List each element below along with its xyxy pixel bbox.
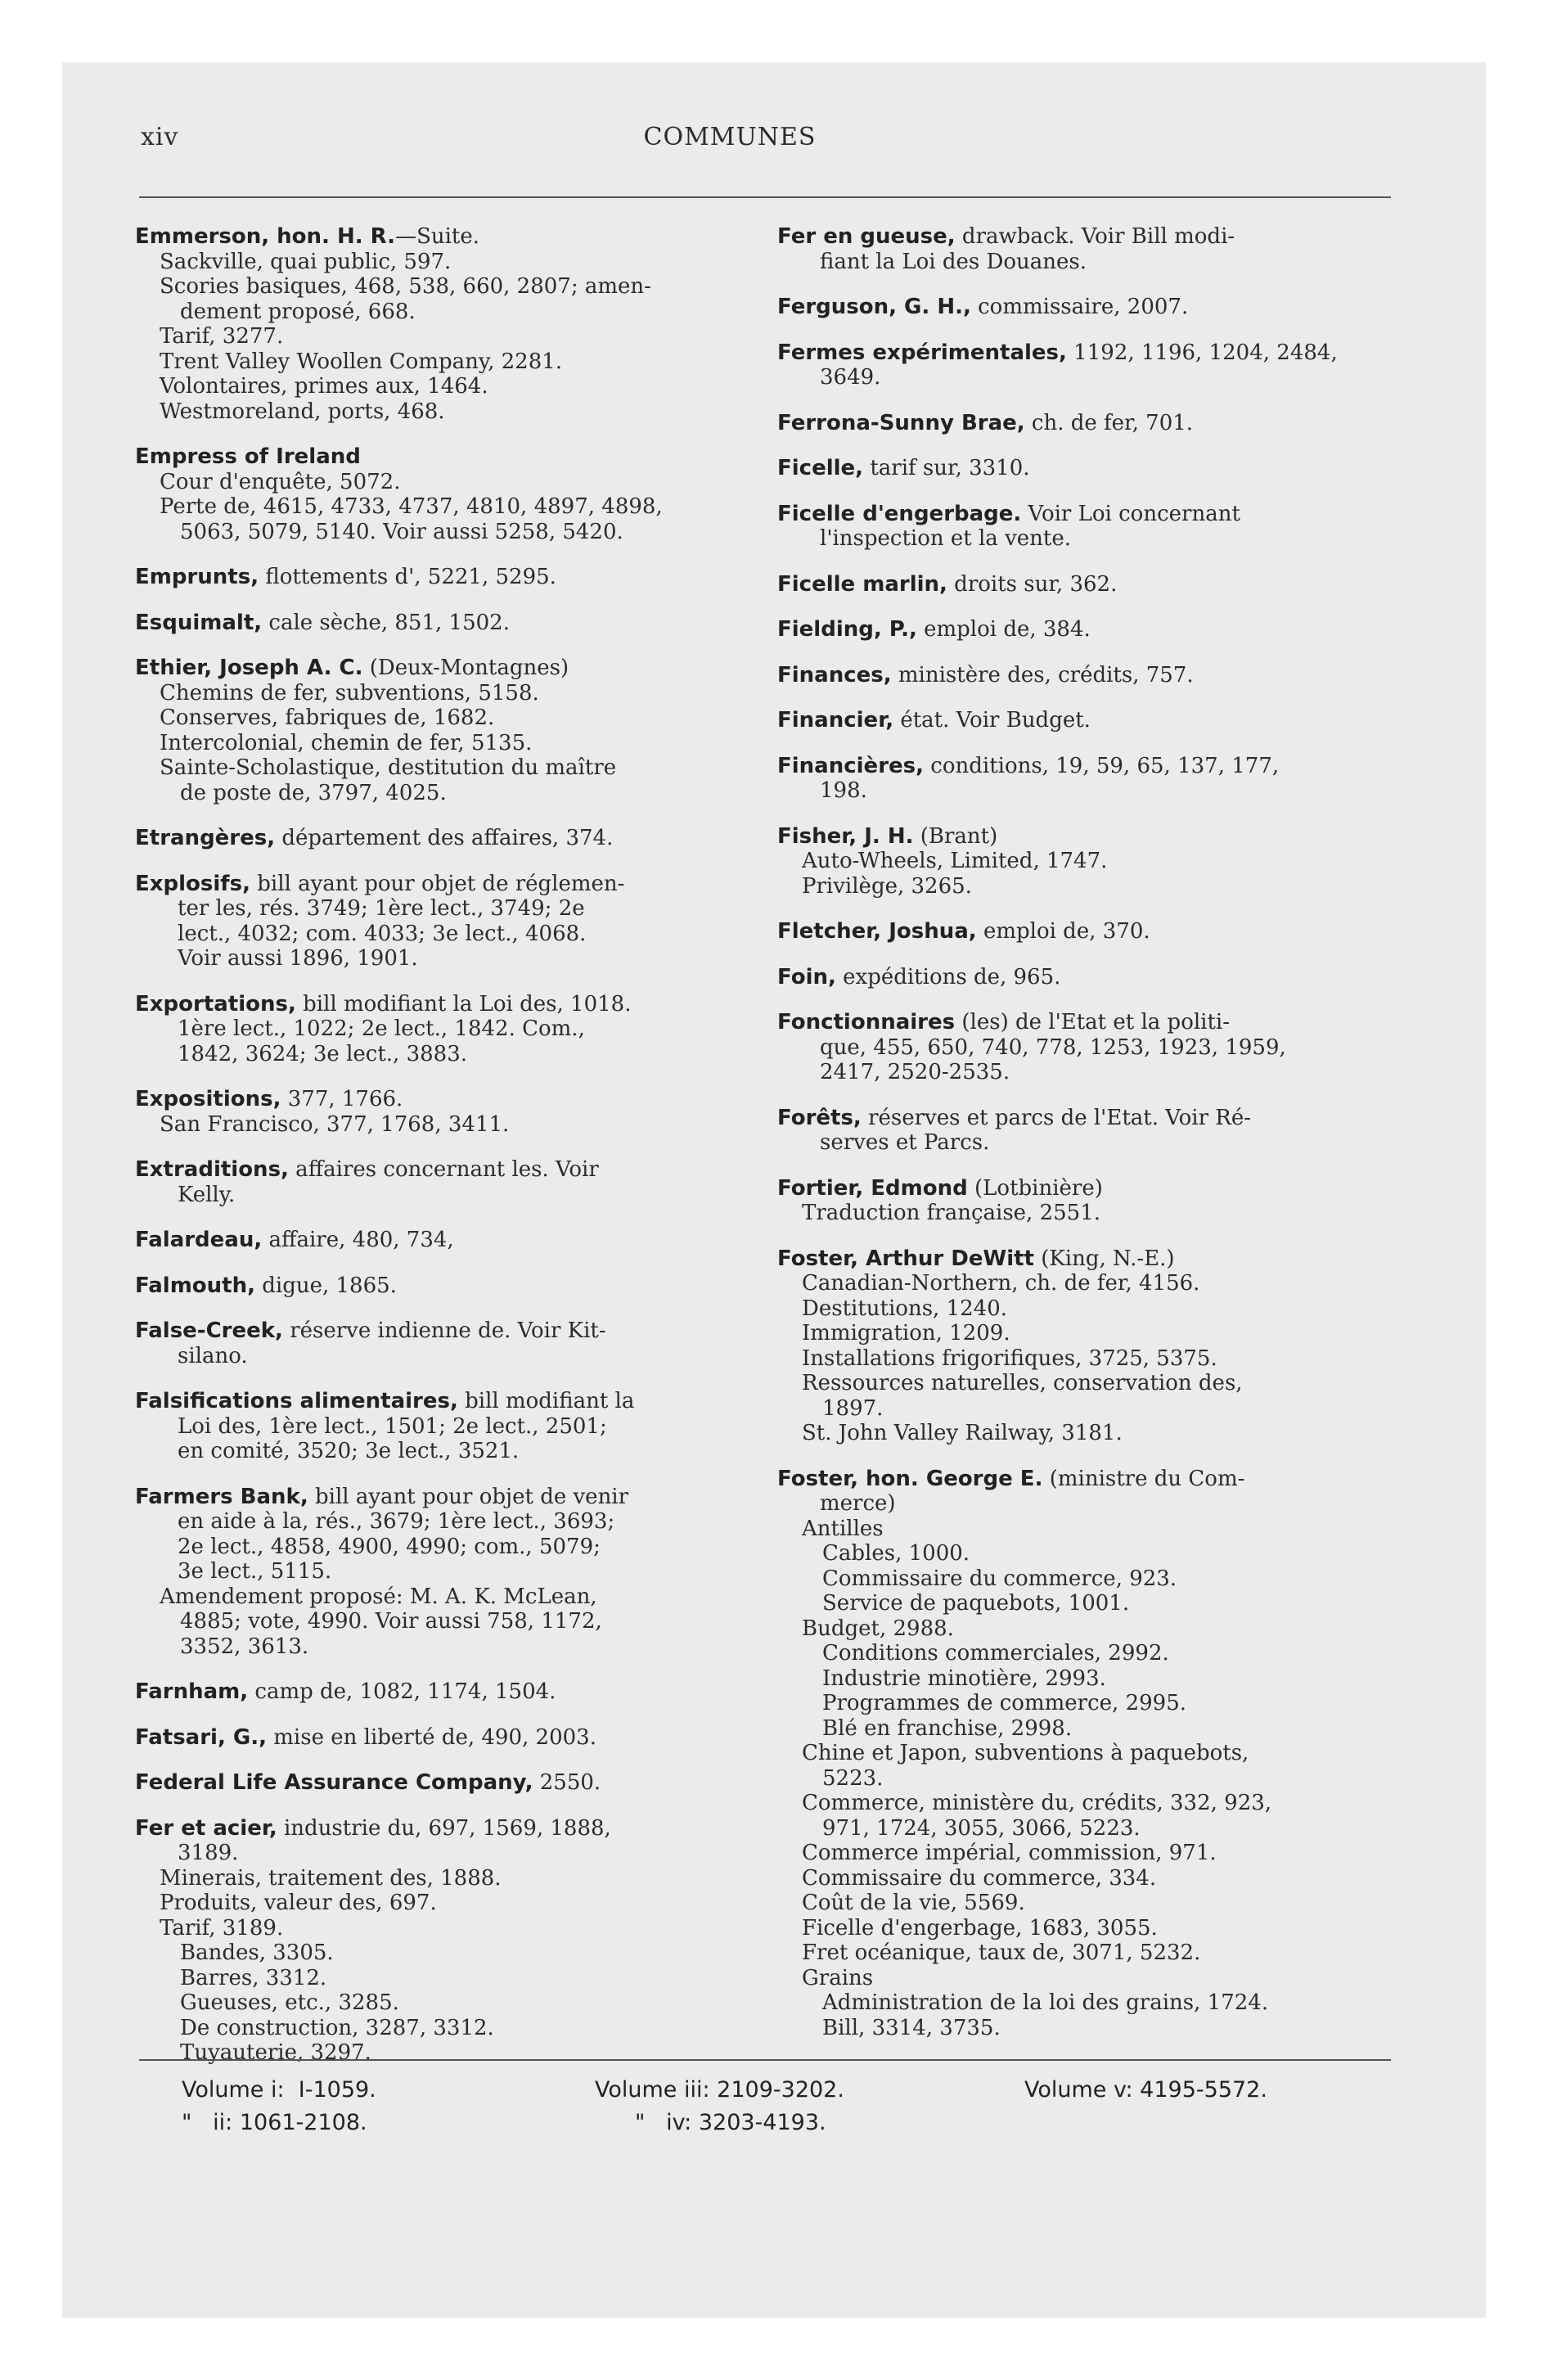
index-entry (777, 754, 1399, 804)
entry-keyword: Financier, (777, 708, 894, 732)
entry-text: flottements d', 5221, 5295. (259, 565, 556, 589)
index-entry (777, 502, 1399, 552)
entry-heading-line (135, 1157, 740, 1183)
entry-keyword: False-Creek, (135, 1318, 283, 1343)
entry-sub-line: Commerce impérial, commission, 971. (802, 1841, 1217, 1865)
entry-text: Voir Loi concernant (1021, 501, 1240, 526)
entry-sub-line: Bill, 3314, 3735. (822, 2015, 1001, 2040)
entry-keyword: Emmerson, hon. H. R. (135, 224, 396, 249)
index-entry (135, 1157, 740, 1207)
entry-keyword: Falmouth, (135, 1273, 255, 1298)
entry-heading-line (777, 224, 1399, 250)
index-entry (777, 1246, 1399, 1446)
entry-text: (ministre du Com- (1042, 1466, 1245, 1491)
entry-heading-line (135, 444, 740, 470)
entry-continuation-line: 2e lect., 4858, 4900, 4990; com., 5079; (178, 1534, 601, 1559)
entry-sub-line: Canadian-Northern, ch. de fer, 4156. (802, 1271, 1200, 1296)
entry-keyword: Fielding, P., (777, 617, 917, 642)
index-entry (135, 1273, 740, 1299)
entry-keyword: Falardeau, (135, 1228, 263, 1252)
entry-heading-line (135, 872, 740, 897)
entry-continuation-line: l'inspection et la vente. (820, 526, 1071, 551)
entry-heading-line (777, 1176, 1399, 1201)
entry-heading-line (135, 1273, 740, 1299)
entry-text: bill modifiant la Loi des, 1018. (295, 991, 632, 1016)
entry-heading-line (777, 617, 1399, 642)
entry-continuation-line: 3649. (820, 365, 881, 390)
entry-heading-line (777, 340, 1399, 366)
index-entry (777, 824, 1399, 899)
entry-continuation-line: en aide à la, rés., 3679; 1ère lect., 3693; (178, 1509, 615, 1534)
footer-volume-2: " ii: 1061-2108. (182, 2110, 367, 2135)
entry-continuation-line: 4885; vote, 4990. Voir aussi 758, 1172, (180, 1609, 602, 1634)
entry-sub-line: Service de paquebots, 1001. (822, 1591, 1130, 1616)
page-title: COMMUNES (643, 123, 817, 151)
entry-heading-line (135, 826, 740, 851)
entry-text: commissaire, 2007. (970, 295, 1189, 319)
entry-keyword: Financières, (777, 753, 925, 778)
entry-heading-line (135, 1816, 740, 1841)
entry-heading-line (135, 1318, 740, 1344)
entry-keyword: Fer et acier, (135, 1815, 277, 1841)
entry-continuation-line: fiant la Loi des Douanes. (820, 249, 1087, 274)
entry-text: affaires concernant les. Voir (288, 1157, 599, 1182)
entry-text: bill ayant pour objet de venir (308, 1484, 629, 1509)
index-entry (135, 611, 740, 636)
entry-heading-line (135, 1228, 740, 1253)
index-column-right (777, 224, 1399, 2061)
entry-keyword: Fermes expérimentales, (777, 340, 1067, 365)
entry-sub-line: Administration de la loi des grains, 1724. (822, 1990, 1269, 2015)
entry-continuation-line: 5223. (822, 1765, 884, 1791)
entry-heading-line (777, 502, 1399, 527)
entry-heading-line (777, 572, 1399, 597)
entry-sub-line: Perte de, 4615, 4733, 4737, 4810, 4897, 4898, (160, 494, 663, 519)
entry-sub-line: Traduction française, 2551. (802, 1201, 1101, 1225)
entry-text: réserves et parcs de l'Etat. Voir Ré- (861, 1105, 1252, 1130)
entry-heading-line (777, 295, 1399, 320)
footer-volume-1: Volume i: I-1059. (182, 2077, 376, 2103)
entry-sub-line: Barres, 3312. (180, 1965, 327, 1990)
entry-sub-line: Volontaires, primes aux, 1464. (160, 374, 488, 399)
index-entry (135, 224, 740, 424)
entry-heading-line (135, 992, 740, 1017)
entry-text: bill modifiant la (457, 1389, 635, 1413)
entry-sub-line: Conserves, fabriques de, 1682. (160, 705, 495, 730)
entry-keyword: Foster, Arthur DeWitt (777, 1246, 1034, 1271)
entry-text: (Deux-Montagnes) (362, 656, 569, 680)
index-entry (777, 1010, 1399, 1085)
index-entry (135, 1485, 740, 1660)
entry-sub-line: Gueuses, etc., 3285. (180, 1990, 399, 2015)
entry-sub-line: Sackville, quai public, 597. (160, 249, 452, 274)
entry-keyword: Finances, (777, 662, 892, 687)
entry-sub-line: Industrie minotière, 2993. (822, 1666, 1106, 1691)
entry-keyword: Falsifications alimentaires, (135, 1389, 458, 1413)
entry-continuation-line: 3e lect., 5115. (178, 1559, 332, 1584)
entry-keyword: Farnham, (135, 1679, 249, 1704)
page-number: xiv (141, 123, 179, 151)
entry-keyword: Expositions, (135, 1087, 281, 1111)
footer-volume-4: " iv: 3203-4193. (635, 2110, 826, 2135)
index-entry (135, 1679, 740, 1705)
entry-heading-line (777, 1010, 1399, 1035)
entry-sub-line: Cour d'enquête, 5072. (160, 469, 401, 494)
index-entry (135, 992, 740, 1067)
index-entry (777, 919, 1399, 944)
entry-text: (Lotbinière) (967, 1175, 1103, 1201)
entry-continuation-line: lect., 4032; com. 4033; 3e lect., 4068. (178, 921, 587, 946)
entry-continuation-line: 198. (820, 778, 867, 803)
entry-continuation-line: en comité, 3520; 3e lect., 3521. (178, 1439, 520, 1463)
entry-continuation-line: 3189. (178, 1841, 239, 1865)
entry-text: conditions, 19, 59, 65, 137, 177, (924, 753, 1280, 778)
entry-sub-line: Programmes de commerce, 2995. (822, 1691, 1186, 1715)
entry-text: ministère des, crédits, 757. (891, 662, 1194, 687)
footer-volume-3: Volume iii: 2109-3202. (595, 2077, 844, 2103)
entry-keyword: Explosifs, (135, 871, 250, 896)
entry-keyword: Ethier, Joseph A. C. (135, 656, 363, 680)
entry-text: drawback. Voir Bill modi- (955, 224, 1235, 249)
entry-continuation-line: Kelly. (178, 1182, 236, 1207)
entry-sub-line: San Francisco, 377, 1768, 3411. (160, 1111, 510, 1137)
entry-text: (King, N.-E.) (1033, 1246, 1175, 1271)
entry-heading-line (777, 456, 1399, 481)
index-entry (777, 456, 1399, 481)
entry-heading-line (135, 1087, 740, 1112)
entry-sub-line: Privilège, 3265. (802, 873, 972, 899)
entry-heading-line (135, 1389, 740, 1414)
index-column-left (135, 224, 740, 2086)
entry-text: bill ayant pour objet de réglemen- (250, 871, 625, 896)
index-entry (777, 340, 1399, 390)
entry-heading-line (135, 656, 740, 681)
footer-volume-5: Volume v: 4195-5572. (1024, 2077, 1267, 2103)
entry-text: affaire, 480, 734, (262, 1228, 454, 1252)
entry-keyword: Farmers Bank, (135, 1484, 308, 1509)
index-entry (777, 1106, 1399, 1156)
entry-sub-line: De construction, 3287, 3312. (180, 2015, 494, 2040)
entry-sub-line: Conditions commerciales, 2992. (822, 1641, 1169, 1666)
entry-continuation-line: de poste de, 3797, 4025. (180, 780, 447, 805)
entry-heading-line (777, 824, 1399, 850)
entry-keyword: Exportations, (135, 991, 296, 1016)
entry-text: emploi de, 384. (916, 617, 1091, 642)
entry-text: (les) de l'Etat et la politi- (955, 1010, 1231, 1034)
entry-text: 1192, 1196, 1204, 2484, (1066, 340, 1338, 365)
entry-heading-line (135, 565, 740, 590)
entry-text: industrie du, 697, 1569, 1888, (277, 1815, 611, 1841)
entry-text: 2550. (533, 1770, 601, 1795)
entry-keyword: Fletcher, Joshua, (777, 919, 977, 944)
entry-sub-line: Chine et Japon, subventions à paquebots, (802, 1741, 1249, 1765)
entry-heading-line (135, 1725, 740, 1751)
entry-keyword: Etrangères, (135, 826, 276, 850)
entry-text: cale sèche, 851, 1502. (262, 610, 510, 635)
entry-continuation-line: 1ère lect., 1022; 2e lect., 1842. Com., (178, 1016, 585, 1041)
entry-sub-line: Tarif, 3189. (160, 1915, 284, 1941)
index-entry (135, 1087, 740, 1137)
footer-rule (139, 2059, 1391, 2061)
entry-keyword: Fortier, Edmond (777, 1175, 968, 1201)
index-entry (135, 1816, 740, 2066)
entry-continuation-line: 3352, 3613. (180, 1634, 309, 1659)
entry-sub-line: Amendement proposé: M. A. K. McLean, (160, 1584, 597, 1609)
entry-text: camp de, 1082, 1174, 1504. (248, 1679, 556, 1704)
index-entry (135, 656, 740, 805)
entry-keyword: Federal Life Assurance Company, (135, 1770, 533, 1795)
index-entry (135, 826, 740, 851)
index-entry (135, 565, 740, 590)
entry-keyword: Fer en gueuse, (777, 224, 956, 249)
entry-heading-line (777, 663, 1399, 688)
entry-sub-line: Scories basiques, 468, 538, 660, 2807; amen- (160, 274, 651, 299)
entry-continuation-line: Loi des, 1ère lect., 1501; 2e lect., 2501; (178, 1413, 607, 1439)
entry-sub-line: Tuyauterie, 3297. (180, 2040, 371, 2065)
entry-heading-line (777, 1106, 1399, 1131)
entry-heading-line (777, 919, 1399, 944)
entry-sub-line: Installations frigorifiques, 3725, 5375. (802, 1346, 1217, 1371)
entry-sub-line: Trent Valley Woollen Company, 2281. (160, 349, 563, 374)
entry-keyword: Forêts, (777, 1105, 862, 1130)
entry-continuation-line: dement proposé, 668. (180, 299, 416, 324)
entry-sub-line: Sainte-Scholastique, destitution du maître (160, 755, 617, 780)
entry-keyword: Ferrona-Sunny Brae, (777, 410, 1025, 435)
index-entry (777, 1467, 1399, 2041)
entry-sub-line: Antilles (802, 1516, 884, 1541)
index-entry (135, 872, 740, 971)
entry-sub-line: Immigration, 1209. (802, 1321, 1010, 1346)
index-entry (777, 1176, 1399, 1226)
entry-keyword: Extraditions, (135, 1157, 289, 1182)
index-entry (135, 1318, 740, 1368)
entry-sub-line: Tarif, 3277. (160, 324, 284, 349)
entry-continuation-line: merce) (820, 1491, 896, 1516)
index-entry (135, 1725, 740, 1751)
entry-heading-line (135, 224, 740, 250)
entry-text: ch. de fer, 701. (1024, 410, 1194, 435)
entry-sub-line: Auto-Wheels, Limited, 1747. (802, 849, 1108, 873)
entry-heading-line (777, 411, 1399, 436)
entry-sub-line: Produits, valeur des, 697. (160, 1891, 437, 1915)
index-entry (777, 224, 1399, 274)
entry-continuation-line: 2417, 2520-2535. (820, 1060, 1010, 1084)
entry-keyword: Ficelle d'engerbage. (777, 501, 1022, 526)
entry-text: digue, 1865. (254, 1273, 397, 1298)
index-entry (135, 444, 740, 544)
index-entry (135, 1228, 740, 1253)
header-rule (139, 196, 1391, 198)
entry-keyword: Empress of Ireland (135, 444, 361, 469)
entry-sub-line: Commissaire du commerce, 334. (802, 1865, 1157, 1891)
index-entry (135, 1770, 740, 1796)
index-entry (777, 965, 1399, 990)
entry-sub-line: Grains (802, 1965, 874, 1990)
entry-text: tarif sur, 3310. (863, 456, 1030, 480)
entry-sub-line: St. John Valley Railway, 3181. (802, 1421, 1123, 1445)
entry-sub-line: Chemins de fer, subventions, 5158. (160, 680, 539, 705)
entry-keyword: Foin, (777, 964, 836, 989)
index-entry (777, 411, 1399, 436)
entry-keyword: Esquimalt, (135, 610, 263, 635)
entry-sub-line: Fret océanique, taux de, 3071, 5232. (802, 1941, 1201, 1965)
entry-sub-line: Bandes, 3305. (180, 1941, 334, 1965)
entry-sub-line: Ressources naturelles, conservation des, (802, 1371, 1243, 1395)
entry-sub-line: Commissaire du commerce, 923. (822, 1566, 1177, 1591)
entry-sub-line: Minerais, traitement des, 1888. (160, 1865, 502, 1891)
entry-sub-line: Ficelle d'engerbage, 1683, 3055. (802, 1915, 1158, 1941)
entry-text: —Suite. (395, 224, 480, 249)
entry-keyword: Fatsari, G., (135, 1724, 267, 1750)
entry-heading-line (777, 1467, 1399, 1492)
entry-text: département des affaires, 374. (275, 826, 614, 850)
page-header (75, 123, 1384, 156)
entry-text: droits sur, 362. (947, 571, 1118, 597)
entry-keyword: Emprunts, (135, 565, 259, 589)
entry-heading-line (777, 965, 1399, 990)
entry-sub-line: Destitutions, 1240. (802, 1296, 1007, 1321)
entry-heading-line (135, 611, 740, 636)
entry-sub-line: Westmoreland, ports, 468. (160, 399, 445, 424)
entry-continuation-line: serves et Parcs. (820, 1130, 990, 1155)
entry-text: (Brant) (913, 823, 998, 849)
index-entry (777, 295, 1399, 320)
entry-sub-line: Intercolonial, chemin de fer, 5135. (160, 730, 533, 755)
entry-continuation-line: 1842, 3624; 3e lect., 3883. (178, 1041, 468, 1066)
entry-keyword: Ferguson, G. H., (777, 295, 971, 319)
entry-continuation-line: 5063, 5079, 5140. Voir aussi 5258, 5420. (180, 519, 623, 544)
index-entry (777, 617, 1399, 642)
entry-continuation-line: Voir aussi 1896, 1901. (178, 946, 418, 971)
entry-text: mise en liberté de, 490, 2003. (267, 1724, 596, 1750)
entry-heading-line (777, 754, 1399, 779)
entry-continuation-line: silano. (178, 1343, 248, 1368)
entry-heading-line (135, 1770, 740, 1796)
entry-text: état. Voir Budget. (893, 708, 1091, 732)
entry-heading-line (135, 1485, 740, 1510)
entry-continuation-line: 1897. (822, 1395, 884, 1421)
entry-keyword: Fisher, J. H. (777, 823, 914, 849)
entry-sub-line: Coût de la vie, 5569. (802, 1891, 1025, 1915)
entry-heading-line (135, 1679, 740, 1705)
entry-text: emploi de, 370. (976, 919, 1150, 944)
entry-heading-line (777, 708, 1399, 733)
entry-continuation-line: ter les, rés. 3749; 1ère lect., 3749; 2e (178, 896, 585, 921)
entry-continuation-line: que, 455, 650, 740, 778, 1253, 1923, 1959, (820, 1034, 1286, 1060)
entry-sub-line: Cables, 1000. (822, 1541, 970, 1566)
entry-text: expéditions de, 965. (835, 964, 1061, 989)
entry-sub-line: Commerce, ministère du, crédits, 332, 923, (802, 1791, 1272, 1815)
entry-continuation-line: 971, 1724, 3055, 3066, 5223. (822, 1815, 1141, 1841)
entry-keyword: Ficelle marlin, (777, 571, 947, 597)
entry-keyword: Foster, hon. George E. (777, 1466, 1043, 1491)
entry-text: réserve indienne de. Voir Kit- (282, 1318, 606, 1343)
entry-text: 377, 1766. (281, 1087, 403, 1111)
index-entry (777, 572, 1399, 597)
entry-heading-line (777, 1246, 1399, 1272)
entry-keyword: Ficelle, (777, 456, 864, 480)
index-entry (777, 708, 1399, 733)
entry-sub-line: Budget, 2988. (802, 1616, 954, 1641)
index-entry (777, 663, 1399, 688)
index-entry (135, 1389, 740, 1464)
entry-keyword: Fonctionnaires (777, 1010, 956, 1034)
entry-sub-line: Blé en franchise, 2998. (822, 1715, 1073, 1741)
